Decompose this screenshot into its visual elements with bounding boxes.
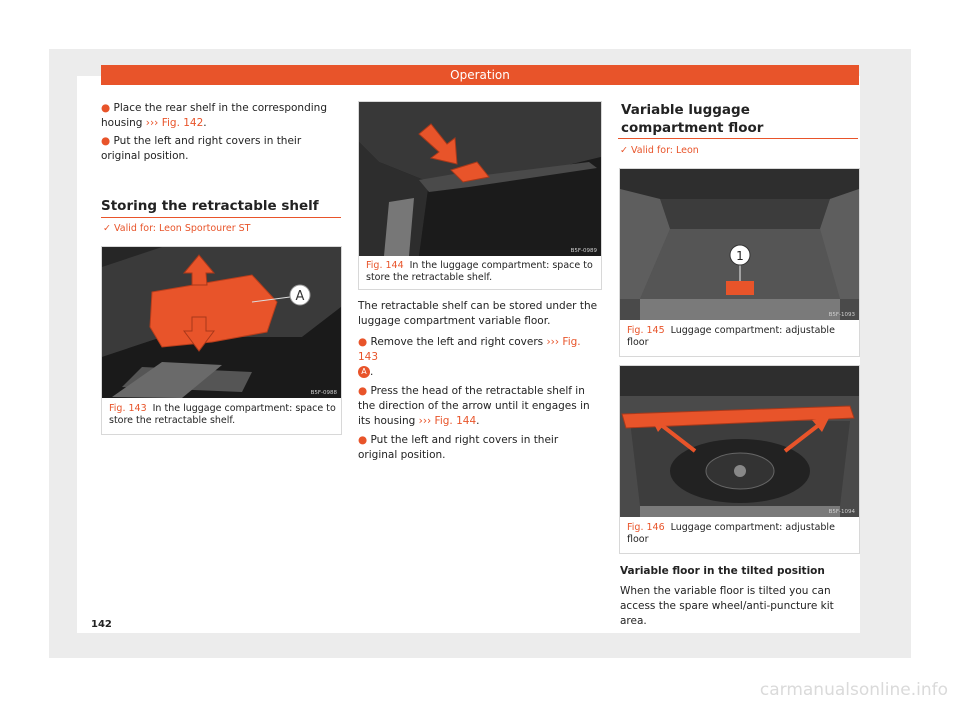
image-code: B5F-1093 (828, 312, 855, 318)
figure-caption: Fig. 143 In the luggage compartment: space to store the retractable shelf. (109, 403, 336, 426)
luggage-compartment-illustration (359, 102, 601, 256)
figure-number: Fig. 146 (627, 522, 665, 533)
callout-label: A (295, 289, 305, 304)
figure-link[interactable]: ››› Fig. 144 (418, 415, 477, 427)
figure-number: Fig. 145 (627, 325, 665, 336)
bullet-item: ● Put the left and right covers in their original position. (101, 135, 302, 162)
watermark: carmanualsonline.info (759, 680, 948, 700)
paragraph: The retractable shelf can be stored under the luggage compartment variable floor. (358, 300, 598, 327)
figure-146 (619, 365, 860, 554)
figure-144 (358, 101, 602, 290)
adjustable-floor-illustration (620, 169, 859, 320)
valid-for-note: ✓ Valid for: Leon (620, 145, 699, 156)
shelf-storage-illustration (102, 247, 341, 398)
figure-caption: Fig. 146 Luggage compartment: adjustable floor (627, 522, 835, 545)
bullet-text: Put the left and right covers in their original position. (101, 135, 302, 162)
valid-for-note: ✓ Valid for: Leon Sportourer ST (103, 223, 251, 234)
figure-image (620, 169, 859, 320)
check-icon: ✓ (620, 145, 628, 156)
check-icon: ✓ (103, 223, 111, 234)
figure-145 (619, 168, 860, 357)
figure-image (359, 102, 601, 256)
bullet-item: ● Place the rear shelf in the corresponding housing ››› Fig. 142. (101, 102, 327, 129)
sub-heading: Variable floor in the tilted position (620, 565, 825, 577)
callout-label: 1 (736, 249, 744, 263)
figure-image (620, 366, 859, 517)
bullet-item: ● Remove the left and right covers ››› Fig. 143 A . (358, 336, 581, 378)
callout-badge: A (358, 366, 370, 378)
section-rule (101, 217, 341, 218)
image-code: B5F-1094 (828, 509, 855, 515)
figure-number: Fig. 143 (109, 403, 147, 414)
column-3-text (620, 564, 860, 629)
section-title: Variable luggage compartment floor (621, 102, 764, 136)
column-1 (101, 101, 341, 164)
bullet-item: ● Put the left and right covers in their original position. (358, 434, 559, 461)
section-title: Storing the retractable shelf (101, 198, 319, 214)
figure-image (102, 247, 341, 398)
figure-caption: Fig. 145 Luggage compartment: adjustable floor (627, 325, 835, 348)
tilted-floor-illustration (620, 366, 859, 517)
figure-link[interactable]: ››› Fig. 143 (358, 336, 581, 363)
figure-caption: Fig. 144 In the luggage compartment: space to store the retractable shelf. (366, 260, 593, 283)
column-2-text (358, 299, 600, 463)
figure-143 (101, 246, 342, 435)
bullet-text: Place the rear shelf in the corresponding housing (101, 102, 327, 129)
bullet-item: ● Press the head of the retractable shelf in the direction of the arrow until it engages in its housing ››› Fig. 144. (358, 385, 590, 427)
image-code: B5F-0988 (310, 390, 337, 396)
paragraph: When the variable floor is tilted you can access the spare wheel/anti-puncture kit area. (620, 585, 834, 627)
section-rule (618, 138, 858, 139)
figure-number: Fig. 144 (366, 260, 404, 271)
page-number: 142 (91, 619, 112, 630)
image-code: B5F-0989 (570, 248, 597, 254)
figure-link[interactable]: ››› Fig. 142 (145, 117, 204, 129)
chapter-header: Operation (101, 65, 859, 85)
